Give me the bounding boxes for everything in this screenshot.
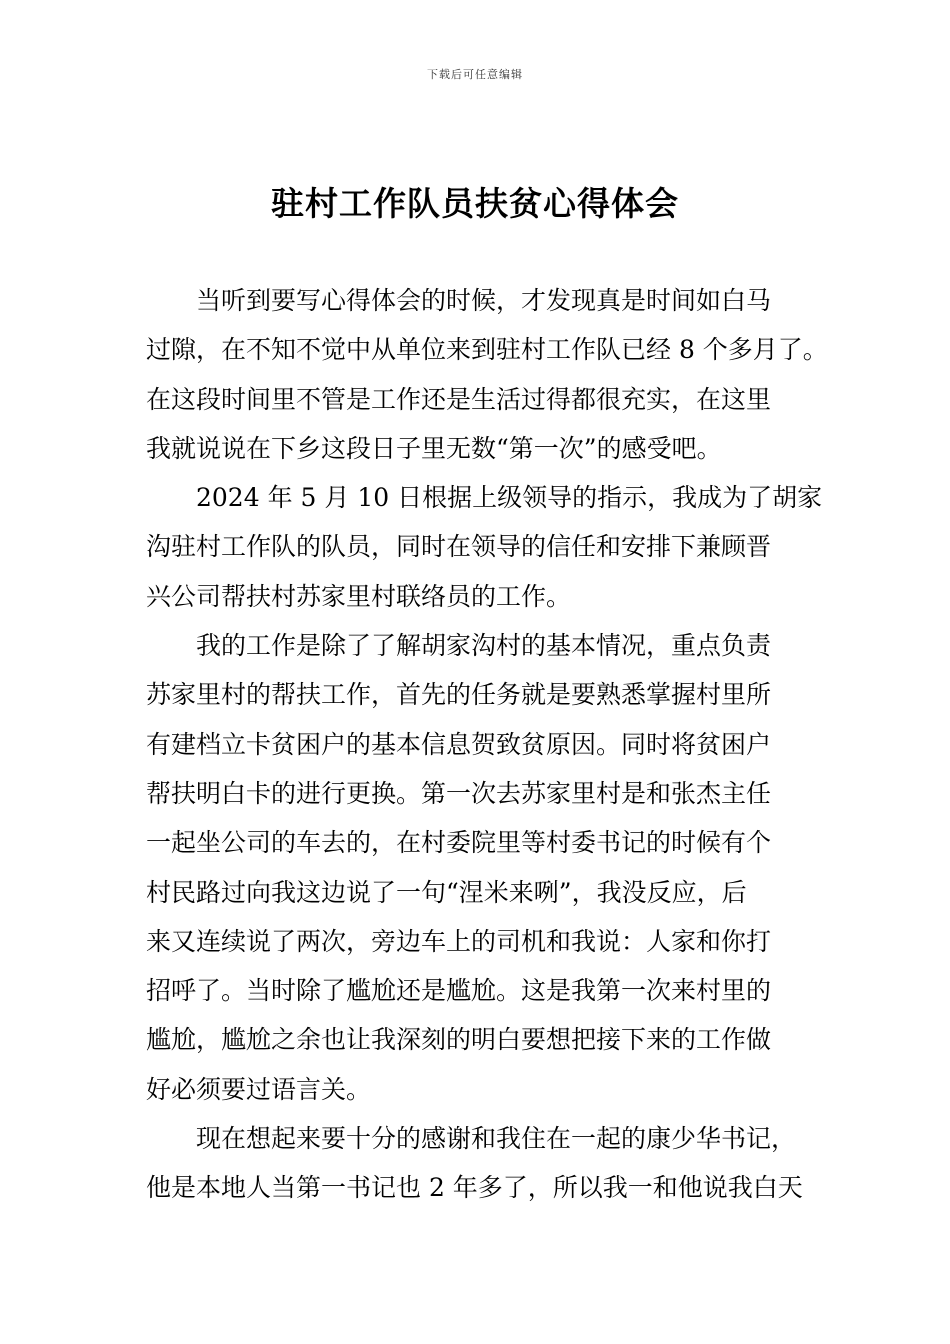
text-line: 苏家里村的帮扶工作，首先的任务就是要熟悉掌握村里所 [146,680,772,710]
text-line: 招呼了。当时除了尴尬还是尴尬。这是我第一次来村里的 [146,976,772,1006]
text-line: 我的工作是除了了解胡家沟村的基本情况，重点负责 [196,631,772,661]
page-header-note: 下载后可任意编辑 [427,68,523,81]
text-line: 过隙，在不知不觉中从单位来到驻村工作队已经 8 个多月了。 [146,335,828,365]
document-body [146,276,828,1213]
text-line: 他是本地人当第一书记也 2 年多了，所以我一和他说我白天 [146,1173,803,1203]
text-line: 一起坐公司的车去的，在村委院里等村委书记的时候有个 [146,828,772,858]
text-line: 现在想起来要十分的感谢和我住在一起的康少华书记， [196,1124,797,1154]
text-line: 兴公司帮扶村苏家里村联络员的工作。 [146,581,572,611]
text-line: 我就说说在下乡这段日子里无数“第一次”的感受吧。 [146,433,722,463]
text-line: 村民路过向我这边说了一句“涅米来咧”，我没反应，后 [146,877,747,907]
text-line: 沟驻村工作队的队员，同时在领导的信任和安排下兼顾晋 [146,532,772,562]
paragraph-3 [146,621,816,1114]
text-line: 好必须要过语言关。 [146,1074,372,1104]
document-title: 驻村工作队员扶贫心得体会 [271,184,679,223]
text-line: 有建档立卡贫困户的基本信息贺致贫原因。同时将贫困户 [146,729,772,759]
paragraph-2 [146,473,823,621]
text-line: 来又连续说了两次，旁边车上的司机和我说：人家和你打 [146,926,772,956]
text-line: 帮扶明白卡的进行更换。第一次去苏家里村是和张杰主任 [146,778,772,808]
text-line: 当听到要写心得体会的时候，才发现真是时间如白马 [196,286,772,315]
paragraph-4 [146,1114,816,1213]
text-line: 2024 年 5 月 10 日根据上级领导的指示，我成为了胡家 [196,483,823,513]
text-line: 在这段时间里不管是工作还是生活过得都很充实，在这里 [146,384,772,414]
text-line: 尴尬，尴尬之余也让我深刻的明白要想把接下来的工作做 [146,1025,772,1055]
paragraph-1 [146,276,828,473]
